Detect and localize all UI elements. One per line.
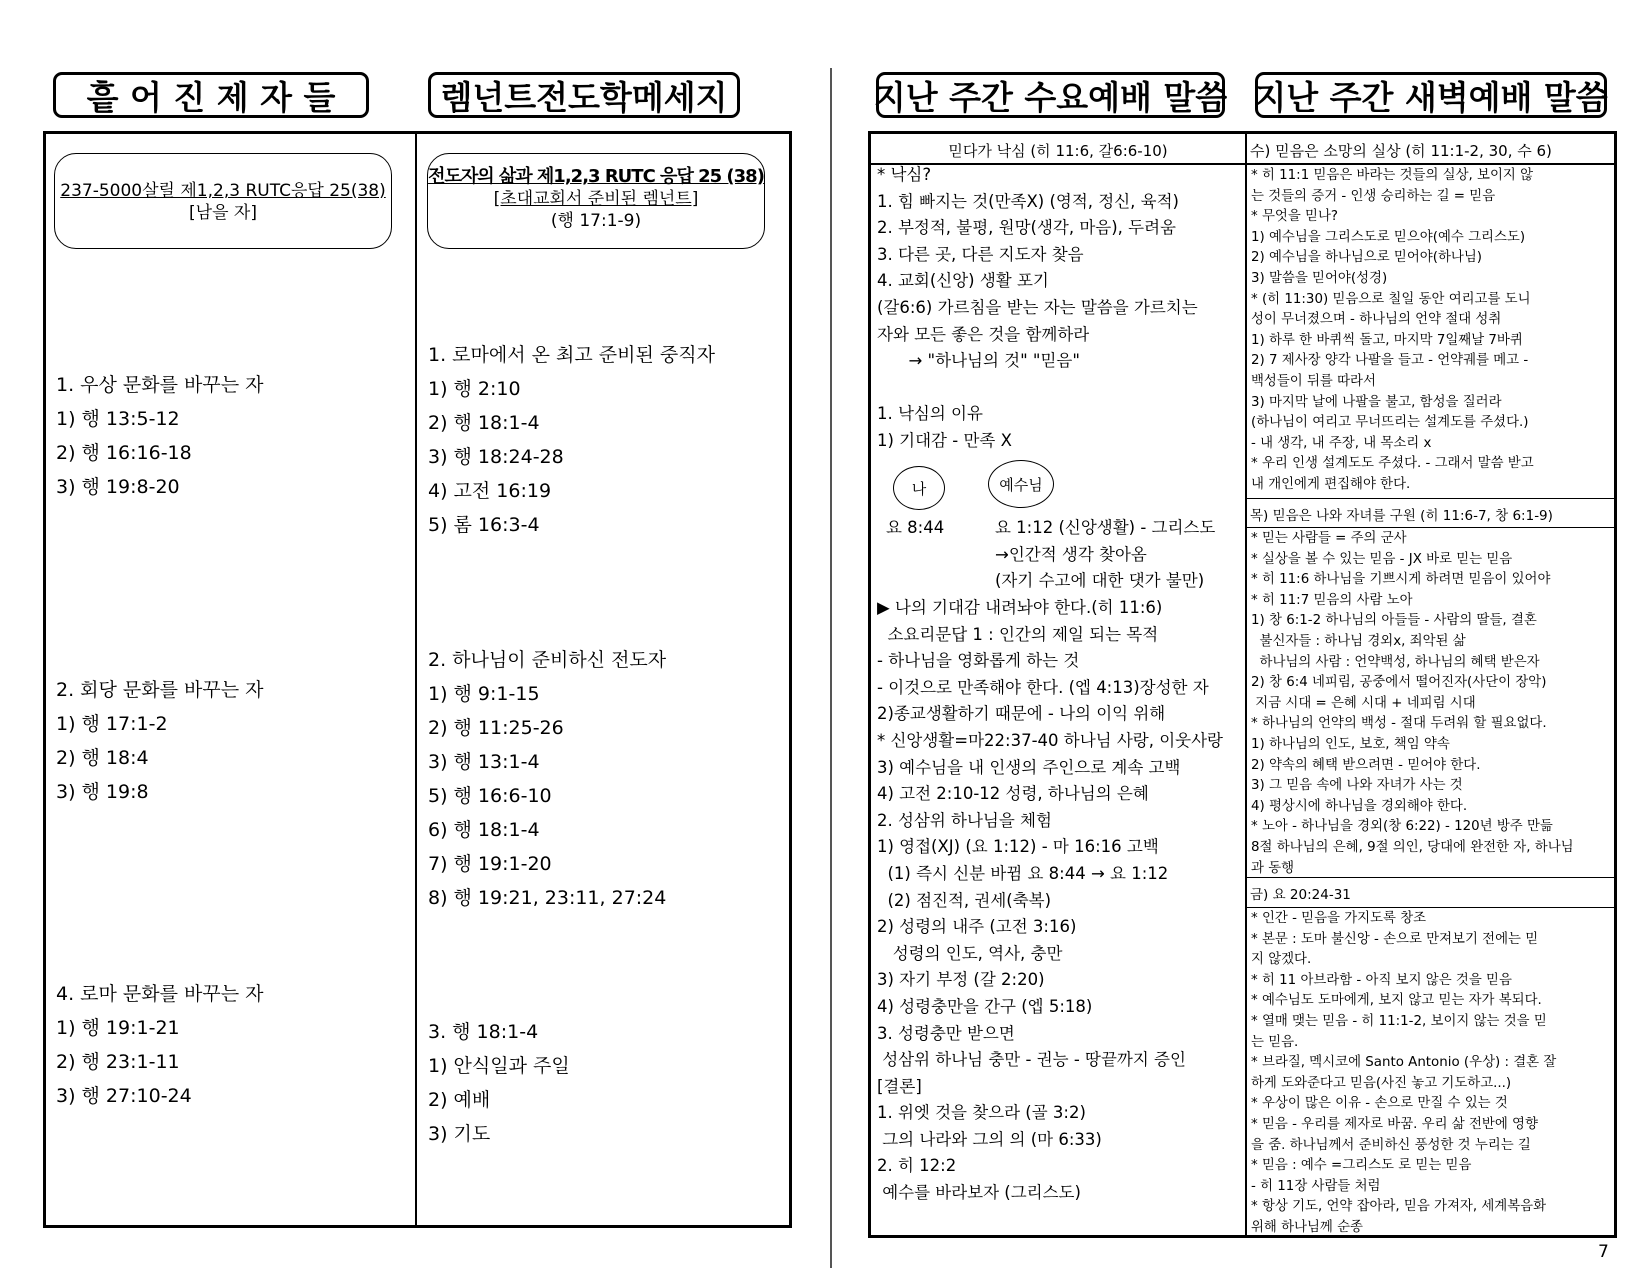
text-line: 3) 행 27:10-24 bbox=[56, 1085, 192, 1107]
text-line: 1. 힘 빠지는 것(만족X) (영적, 정신, 육적) bbox=[877, 191, 1179, 211]
text-line: 2) 행 16:16-18 bbox=[56, 442, 192, 464]
text-line: 7) 행 19:1-20 bbox=[428, 853, 552, 875]
text-line: 8) 행 19:21, 23:11, 27:24 bbox=[428, 887, 667, 909]
text-line: 예수를 바라보자 (그리스도) bbox=[877, 1183, 1081, 1203]
text-line: 3) 예수님을 내 인생의 주인으로 계속 고백 bbox=[877, 757, 1181, 777]
text-line: 4) 고전 16:19 bbox=[428, 480, 552, 502]
saturday-subdivider bbox=[1246, 907, 1616, 908]
remnant-title-line1: 전도자의 삶과 제1,2,3 RUTC 응답 25 (38) bbox=[428, 166, 764, 187]
text-line: 3) 기도 bbox=[428, 1123, 491, 1145]
text-line: 4. 교회(신앙) 생활 포기 bbox=[877, 271, 1049, 291]
text-line bbox=[877, 375, 1198, 402]
thu-section bbox=[1251, 166, 1609, 496]
page-number: 7 bbox=[1598, 1242, 1609, 1262]
text-line: 4) 고전 2:10-12 성령, 하나님의 은혜 bbox=[877, 784, 1149, 804]
text-line: * 노아 - 하나님을 경외(창 6:22) - 120년 방주 만듦 bbox=[1251, 819, 1553, 835]
text-line: 성이 무너졌으며 - 하나님의 언약 절대 성취 bbox=[1251, 312, 1502, 328]
text-line: * 브라질, 멕시코에 Santo Antonio (우상) : 결혼 잘 bbox=[1251, 1055, 1557, 1071]
remnant-title-box bbox=[427, 153, 765, 249]
circle-jesus: 예수님 bbox=[988, 460, 1054, 508]
remnant-group2 bbox=[428, 643, 666, 915]
text-line: 2. 부정적, 불평, 원망(생각, 마음), 두려움 bbox=[877, 218, 1176, 238]
text-line: 3) 자기 부정 (갈 2:20) bbox=[877, 970, 1045, 990]
wednesday-part1 bbox=[877, 162, 1198, 455]
text-line: 2. 회당 문화를 바꾸는 자 bbox=[56, 679, 264, 701]
text-line: 2) 예수님을 하나님으로 믿어야(하나님) bbox=[1251, 250, 1482, 266]
text-line: 3) 행 19:8-20 bbox=[56, 476, 180, 498]
text-line: 1) 행 9:1-15 bbox=[428, 683, 540, 705]
text-line: * 믿음 : 예수 =그리스도 로 믿는 믿음 bbox=[1251, 1158, 1472, 1174]
text-line: 백성들이 뒤를 따라서 bbox=[1251, 373, 1376, 389]
text-line: 그의 나라와 그의 의 (마 6:33) bbox=[877, 1129, 1102, 1149]
text-line: 1) 행 13:5-12 bbox=[56, 408, 180, 430]
text-line: 4) 평상시에 하나님을 경외해야 한다. bbox=[1251, 798, 1468, 814]
left-title-line1: 237-5000살릴 제1,2,3 RUTC응답 25(38) bbox=[60, 181, 386, 201]
text-line: 하나님의 사람 : 언약백성, 하나님의 혜택 받은자 bbox=[1251, 654, 1540, 670]
text-line: 8절 하나님의 은혜, 9절 의인, 당대에 완전한 자, 하나님 bbox=[1251, 839, 1574, 855]
text-line: (1) 즉시 신분 바뀜 요 8:44 → 요 1:12 bbox=[877, 863, 1169, 883]
text-line: * 항상 기도, 언약 잡아라, 믿음 가져자, 세계복음화 bbox=[1251, 1199, 1547, 1215]
text-line: 3) 그 믿음 속에 나와 자녀가 사는 것 bbox=[1251, 778, 1463, 794]
text-line: →인간적 생각 찾아옴 bbox=[995, 544, 1147, 564]
text-line: 3) 행 19:8 bbox=[56, 781, 149, 803]
text-line: 1) 예수님을 그리스도로 믿으야(예수 그리스도) bbox=[1251, 229, 1526, 245]
text-line: 2) 창 6:4 네피림, 공중에서 떨어진자(사단이 장악) bbox=[1251, 675, 1547, 691]
text-line: 요 1:12 (신앙생활) - 그리스도 bbox=[995, 518, 1216, 537]
text-line: 과 동행 bbox=[1251, 860, 1295, 876]
text-line: * 히 11 아브라함 - 아직 보지 않은 것을 믿음 bbox=[1251, 972, 1512, 988]
text-line: 3) 행 18:24-28 bbox=[428, 446, 564, 468]
text-line: 1) 행 19:1-21 bbox=[56, 1017, 180, 1039]
text-line: * 예수님도 도마에게, 보지 않고 믿는 자가 복되다. bbox=[1251, 993, 1542, 1009]
text-line: 4) 성령충만을 간구 (엡 5:18) bbox=[877, 996, 1093, 1016]
text-line: 1) 하루 한 바퀴씩 돌고, 마지막 7일째날 7바퀴 bbox=[1251, 332, 1523, 348]
text-line: 2) 예배 bbox=[428, 1089, 491, 1111]
text-line: 3. 행 18:1-4 bbox=[428, 1021, 539, 1043]
text-line: * 하나님의 언약의 백성 - 절대 두려워 할 필요없다. bbox=[1251, 716, 1547, 732]
text-line: 을 줌. 하나님께서 준비하신 풍성한 것 누리는 길 bbox=[1251, 1137, 1531, 1153]
text-line: * 낙심? bbox=[877, 165, 932, 184]
text-line: 3) 마지막 날에 나팔을 불고, 함성을 질러라 bbox=[1251, 394, 1502, 410]
remnant-title-line2: [초대교회서 준비된 렘넌트] bbox=[493, 189, 699, 209]
left-group1 bbox=[56, 368, 263, 504]
text-line: 3) 행 13:1-4 bbox=[428, 751, 540, 773]
text-line: 1. 낙심의 이유 bbox=[877, 404, 983, 424]
wednesday-ref-right bbox=[995, 515, 1215, 595]
text-line: (하나님이 여리고 무너뜨리는 설계도를 주셨다.) bbox=[1251, 415, 1529, 431]
text-line: 지금 시대 = 은혜 시대 + 네피림 시대 bbox=[1251, 695, 1476, 711]
text-line: 자와 모든 좋은 것을 함께하라 bbox=[877, 324, 1090, 344]
text-line: 2) 행 23:1-11 bbox=[56, 1051, 180, 1073]
header-scattered-disciples: 흩 어 진 제 자 들 bbox=[53, 72, 369, 118]
text-line: 2) 행 18:4 bbox=[56, 747, 149, 769]
text-line: ▶ 나의 기대감 내려놔야 한다.(히 11:6) bbox=[877, 598, 1163, 617]
text-line: 2) 7 제사장 양각 나팔을 들고 - 언약궤를 메고 - bbox=[1251, 353, 1529, 369]
text-line: - 이것으로 만족해야 한다. (엡 4:13)장성한 자 bbox=[877, 677, 1209, 697]
text-line: * 신앙생활=마22:37-40 하나님 사랑, 이웃사랑 bbox=[877, 730, 1223, 750]
header-remnant-message: 렘넌트전도학메세지 bbox=[428, 72, 740, 118]
fri-section bbox=[1251, 529, 1609, 879]
text-line: 1. 위엣 것을 찾으라 (골 3:2) bbox=[877, 1103, 1086, 1123]
wednesday-part3 bbox=[877, 595, 1223, 1207]
text-line: 1) 안식일과 주일 bbox=[428, 1055, 570, 1077]
text-line: * 우상이 많은 이유 - 손으로 만질 수 있는 것 bbox=[1251, 1096, 1508, 1112]
text-line: [결론] bbox=[877, 1076, 922, 1096]
sat-heading: 금) 요 20:24-31 bbox=[1250, 887, 1351, 903]
text-line: 하게 도와준다고 믿음(사진 놓고 기도하고...) bbox=[1251, 1075, 1512, 1091]
text-line: * 열매 맺는 믿음 - 히 11:1-2, 보이지 않는 것을 믿 bbox=[1251, 1013, 1547, 1029]
text-line: 3. 성령충만 받으면 bbox=[877, 1023, 1015, 1043]
circle-me: 나 bbox=[893, 466, 945, 510]
text-line: 5) 롬 16:3-4 bbox=[428, 514, 540, 536]
text-line: - 히 11장 사람들 처럼 bbox=[1251, 1178, 1381, 1194]
text-line: 지 않겠다. bbox=[1251, 952, 1312, 968]
text-line: 2) 약속의 혜택 받으려면 - 믿어야 한다. bbox=[1251, 757, 1481, 773]
left-title-box bbox=[54, 153, 392, 249]
wednesday-heading: 믿다가 낙심 (히 11:6, 갈6:6-10) bbox=[948, 142, 1168, 160]
page-divider bbox=[830, 68, 832, 1268]
text-line: 4. 로마 문화를 바꾸는 자 bbox=[56, 983, 264, 1005]
text-line: 2) 행 11:25-26 bbox=[428, 717, 564, 739]
text-line: * 히 11:7 믿음의 사람 노아 bbox=[1251, 592, 1413, 608]
text-line: 1) 기대감 - 만족 X bbox=[877, 430, 1012, 450]
friday-divider bbox=[1246, 498, 1616, 499]
text-line: 5) 행 16:6-10 bbox=[428, 785, 552, 807]
text-line: (자기 수고에 대한 댓가 불만) bbox=[995, 571, 1205, 591]
text-line: 1) 창 6:1-2 하나님의 아들들 - 사람의 딸들, 결혼 bbox=[1251, 613, 1537, 629]
text-line: * 믿는 사람들 = 주의 군사 bbox=[1251, 531, 1407, 546]
remnant-title-line3: (행 17:1-9) bbox=[550, 211, 642, 231]
text-line: 1) 영접(XJ) (요 1:12) - 마 16:16 고백 bbox=[877, 837, 1159, 857]
text-line: (2) 점진적, 권세(축복) bbox=[877, 890, 1052, 910]
text-line: * 본문 : 도마 불신앙 - 손으로 만져보기 전에는 믿 bbox=[1251, 931, 1539, 947]
friday-subdivider bbox=[1246, 527, 1616, 528]
sat-section bbox=[1251, 909, 1609, 1239]
text-line: → "하나님의 것" "믿음" bbox=[877, 351, 1080, 371]
text-line: 는 믿음. bbox=[1251, 1034, 1299, 1050]
text-line: * 무엇을 믿나? bbox=[1251, 209, 1338, 225]
text-line: * 히 11:1 믿음은 바라는 것들의 실상, 보이지 않 bbox=[1251, 168, 1534, 183]
text-line: 내 개인에게 편집해야 한다. bbox=[1251, 476, 1411, 492]
left-title-line2: [남을 자] bbox=[189, 203, 257, 223]
text-line: 1. 로마에서 온 최고 준비된 중직자 bbox=[428, 344, 715, 366]
text-line: 2. 성삼위 하나님을 체험 bbox=[877, 810, 1052, 830]
right-column-divider bbox=[1245, 131, 1247, 1238]
text-line: 1) 하나님의 인도, 보호, 책임 약속 bbox=[1251, 736, 1450, 752]
text-line: * 히 11:6 하나님을 기쁘시게 하려면 믿음이 있어야 bbox=[1251, 572, 1551, 588]
text-line: 2. 히 12:2 bbox=[877, 1156, 957, 1176]
text-line: 2) 행 18:1-4 bbox=[428, 412, 540, 434]
text-line: 3) 말씀을 믿어야(성경) bbox=[1251, 270, 1388, 286]
text-line: * 인간 - 믿음을 가지도록 창조 bbox=[1251, 911, 1427, 926]
wednesday-refs bbox=[886, 515, 944, 542]
text-line: 2)종교생활하기 때문에 - 나의 이익 위해 bbox=[877, 704, 1166, 724]
fri-heading: 목) 믿음은 나와 자녀를 구원 (히 11:6-7, 창 6:1-9) bbox=[1250, 508, 1553, 524]
text-line: 2) 성령의 내주 (고전 3:16) bbox=[877, 917, 1077, 937]
text-line: 소요리문답 1 : 인간의 제일 되는 목적 bbox=[877, 624, 1159, 644]
left-group2 bbox=[56, 673, 263, 809]
text-line: * 우리 인생 설계도도 주셨다. - 그래서 말씀 받고 bbox=[1251, 456, 1534, 472]
remnant-group3 bbox=[428, 1015, 570, 1151]
text-line: * 실상을 볼 수 있는 믿음 - JX 바로 믿는 믿음 bbox=[1251, 551, 1513, 567]
text-line: * (히 11:30) 믿음으로 칠일 동안 여리고를 도니 bbox=[1251, 291, 1531, 307]
text-line: 는 것들의 증거 - 인생 승리하는 길 = 믿음 bbox=[1251, 188, 1496, 204]
text-line: 성삼위 하나님 충만 - 권능 - 땅끝까지 증인 bbox=[877, 1050, 1186, 1070]
header-wednesday-service: 지난 주간 수요예배 말씀 bbox=[876, 72, 1225, 118]
text-line: 위해 하나님께 순종 bbox=[1251, 1219, 1363, 1235]
text-line: 6) 행 18:1-4 bbox=[428, 819, 540, 841]
header-dawn-service: 지난 주간 새벽예배 말씀 bbox=[1255, 72, 1607, 118]
remnant-group1 bbox=[428, 338, 715, 542]
text-line: 3. 다른 곳, 다른 지도자 찾음 bbox=[877, 244, 1084, 264]
text-line: * 믿음 - 우리를 제자로 바꿈. 우리 삶 전반에 영향 bbox=[1251, 1116, 1538, 1132]
text-line: 불신자들 : 하나님 경외x, 죄악된 삶 bbox=[1251, 633, 1466, 649]
text-line: - 내 생각, 내 주장, 내 목소리 x bbox=[1251, 435, 1432, 451]
text-line: 1. 우상 문화를 바꾸는 자 bbox=[56, 374, 264, 396]
text-line: 1) 행 2:10 bbox=[428, 378, 521, 400]
thu-heading: 수) 믿음은 소망의 실상 (히 11:1-2, 30, 수 6) bbox=[1250, 142, 1552, 160]
text-line: 성령의 인도, 역사, 충만 bbox=[877, 943, 1063, 963]
text-line: 1) 행 17:1-2 bbox=[56, 713, 168, 735]
text-line: - 하나님을 영화롭게 하는 것 bbox=[877, 651, 1080, 671]
text-line: (갈6:6) 가르침을 받는 자는 말씀을 가르치는 bbox=[877, 297, 1198, 317]
left-group3 bbox=[56, 977, 263, 1113]
text-line: 요 8:44 bbox=[886, 518, 945, 537]
text-line: 2. 하나님이 준비하신 전도자 bbox=[428, 649, 667, 671]
left-column-divider bbox=[415, 131, 417, 1228]
